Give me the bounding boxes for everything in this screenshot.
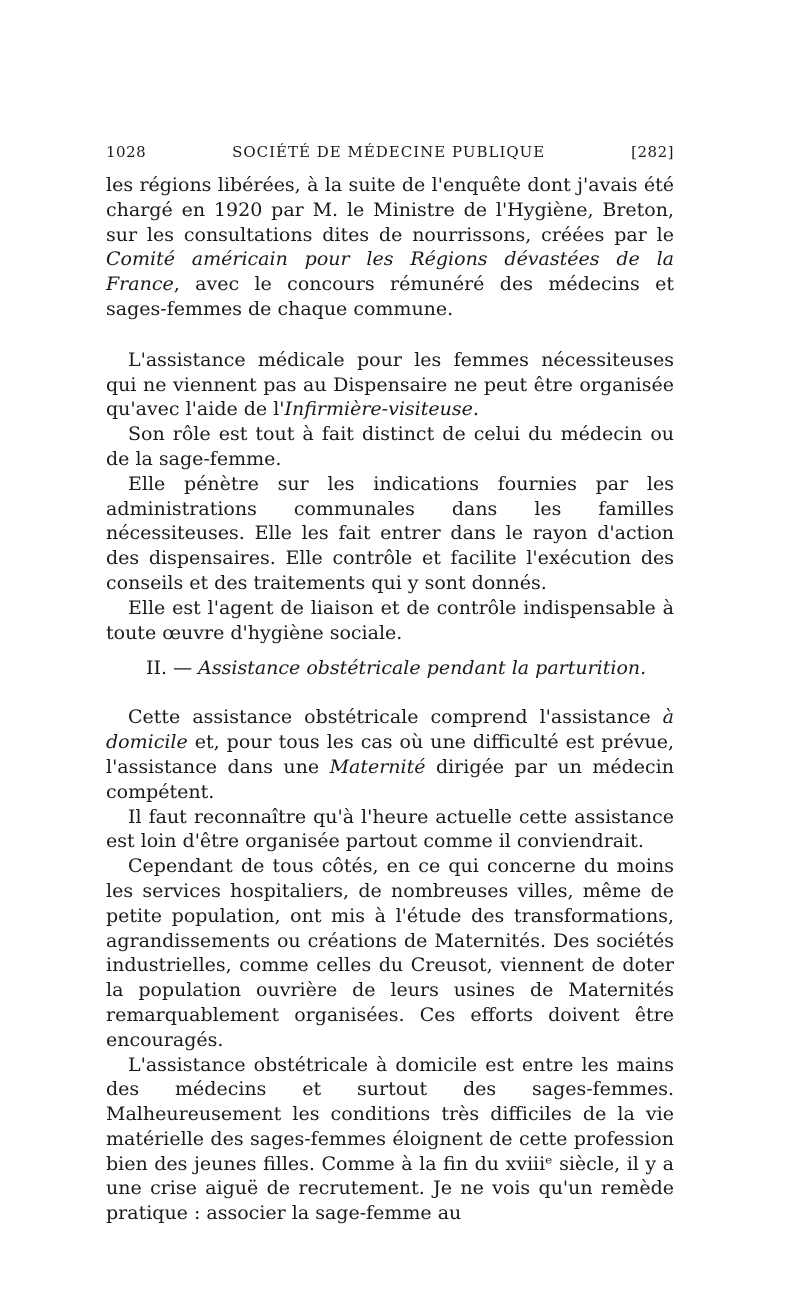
- paragraph-cependant: Cependant de tous côtés, en ce qui concerne du moins les services hospitaliers, de nombreuses villes, même de petite population, ont mis à l'étude des transformations, agrandissements ou créations de Maternités. Des sociétés industrielles, comme celles du Creusot, viennent de doter la population ouvrière de leurs usines de Maternités remarquablement organisées. Ces efforts doivent être encouragés.: [106, 855, 674, 1051]
- section-heading: [106, 655, 674, 681]
- paragraph-text: Cette assistance obstétricale comprend l'assistance: [128, 706, 663, 729]
- paragraph-infirmiere: [106, 348, 674, 422]
- section-numeral: II. —: [146, 657, 199, 680]
- paragraph-continuation: [106, 173, 674, 322]
- italic-term: Maternité: [329, 755, 426, 778]
- page-number: 1028: [106, 143, 147, 161]
- italic-term: Infirmière-visiteuse: [284, 398, 473, 421]
- paragraph-text: les régions libérées, à la suite de l'enquête dont j'avais été chargé en 1920 par M. le Ministre de l'Hygiène, Breton, sur les consultations dites de nourrissons, créées par le: [106, 174, 674, 246]
- paragraph-text: dirigée par un médecin compétent.: [106, 755, 674, 803]
- paragraph-agent: Elle est l'agent de liaison et de contrôle indispensable à toute œuvre d'hygiène sociale.: [106, 596, 674, 644]
- paragraph-assistance: [106, 705, 674, 804]
- italic-term: à domicile: [106, 706, 674, 754]
- bracket-page-number: [282]: [631, 143, 674, 161]
- paragraph-text: , avec le concours rémunéré des médecins et sages-femmes de chaque commune.: [106, 273, 674, 320]
- paragraph-reconnaitre: Il faut reconnaître qu'à l'heure actuelle cette assistance est loin d'être organisée partout comme il conviendrait.: [106, 805, 674, 853]
- running-head: [106, 143, 674, 161]
- section-title: Assistance obstétricale pendant la parturition.: [198, 657, 647, 680]
- running-title: SOCIÉTÉ DE MÉDECINE PUBLIQUE: [232, 143, 546, 161]
- italic-committee-name: Comité américain pour les Régions dévastées de la France: [106, 248, 674, 296]
- paragraph-text: L'assistance médicale pour les femmes nécessiteuses qui ne viennent pas au Dispensaire ne peut être organisée qu'avec l'aide de l': [106, 348, 674, 421]
- paragraph-role: Son rôle est tout à fait distinct de celui du médecin ou de la sage-femme.: [106, 423, 674, 470]
- paragraph-penetre: Elle pénètre sur les indications fournies par les administrations communales dans les familles nécessiteuses. Elle les fait entrer dans le rayon d'action des dispensaires. Elle contrôle et facilite l'exécution des conseils et des traitements qui y sont donnés.: [106, 472, 674, 594]
- paragraph-domicile: L'assistance obstétricale à domicile est entre les mains des médecins et surtout des sages-femmes. Malheureusement les conditions très difficiles de la vie matérielle des sages-femmes éloignent de cette profession bien des jeunes filles. Comme à la fin du xviiiᵉ siècle, il y a une crise aiguë de recrutement. Je ne vois qu'un remède pratique : associer la sage-femme au: [106, 1053, 674, 1225]
- paragraph-text: et, pour tous les cas où une difficulté est prévue, l'assistance dans une: [106, 731, 674, 778]
- paragraph-text: .: [472, 398, 479, 421]
- paragraph-gap: [106, 322, 674, 348]
- book-page: [106, 143, 674, 1226]
